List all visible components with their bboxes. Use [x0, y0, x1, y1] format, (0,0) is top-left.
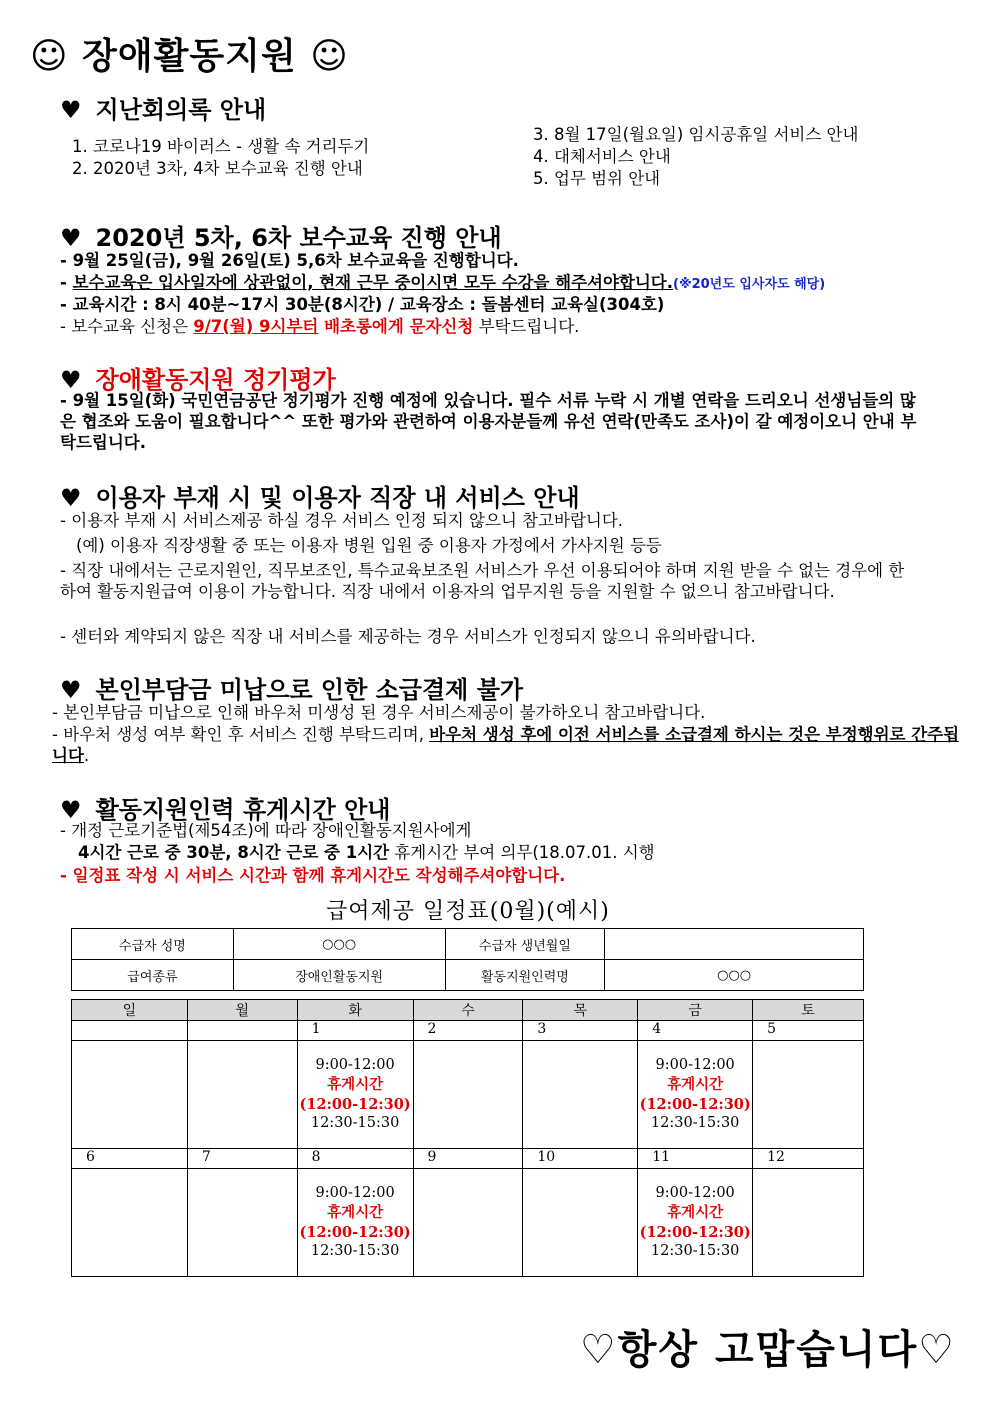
education-line-1: - 9월 25일(금), 9월 26일(토) 5,6차 보수교육을 진행합니다.: [60, 251, 519, 270]
heading-text: 장애활동지원 정기평가: [95, 366, 336, 394]
date-cell: 3: [523, 1021, 638, 1041]
benefit-type-value: 장애인활동지원: [233, 960, 445, 991]
heart-icon: ♥: [60, 676, 82, 704]
heading-text: 이용자 부재 시 및 이용자 직장 내 서비스 안내: [95, 484, 580, 512]
application-date: 9/7(월) 9시부터: [193, 317, 319, 336]
birth-value: [605, 929, 864, 960]
rest-line-1: - 개정 근로기준법(제54조)에 따라 장애인활동지원사에게: [60, 821, 472, 840]
weekday-header-tue: 화: [297, 1000, 413, 1021]
benefit-type-label: 급여종류: [72, 960, 234, 991]
heading-text: 본인부담금 미납으로 인한 소급결제 불가: [95, 676, 524, 704]
recipient-name-label: 수급자 성명: [72, 929, 234, 960]
minutes-left-list: [72, 136, 369, 180]
section-heading-minutes: [60, 90, 266, 125]
heart-icon: ♥: [60, 484, 82, 512]
section-heading-education: [60, 218, 502, 253]
work-time-2: 12:30-15:30: [310, 1243, 400, 1259]
evaluation-text: - 9월 15일(화) 국민연금공단 정기평가 진행 예정에 있습니다. 필수 서류 누락 시 개별 연락을 드리오니 선생님들의 많은 협조와 도움이 필요합니다^^ 또한 평가와 관련하여 이용자분들께 유선 연락(만족도 조사)이 갈 예정이오니 안내 부탁드립니다.: [60, 391, 917, 452]
day-cell: [753, 1169, 864, 1277]
break-label: 휴게시간: [327, 1204, 384, 1221]
day-cell: [413, 1041, 523, 1149]
work-time-1: 9:00-12:00: [315, 1184, 395, 1201]
copay-line-2: - 바우처 생성 여부 확인 후 서비스 진행 부탁드리며, 바우처 생성 후에 이전 서비스를 소급결제 하시는 것은 부정행위로 간주됩니다.: [52, 725, 960, 765]
break-label: 휴게시간: [327, 1076, 384, 1093]
date-cell: 12: [753, 1149, 864, 1169]
day-cell: [523, 1041, 638, 1149]
day-cell: [187, 1041, 297, 1149]
work-time-2: 12:30-15:30: [650, 1115, 740, 1131]
copay-line-1: - 본인부담금 미납으로 인해 바우처 미생성 된 경우 서비스제공이 불가하오니 참고바랍니다.: [52, 703, 706, 722]
break-label: 휴게시간: [667, 1076, 724, 1093]
date-cell: 1: [297, 1021, 413, 1041]
heart-icon: ♥: [60, 796, 82, 824]
day-cell: [72, 1169, 188, 1277]
education-line-2: - 보수교육은 입사일자에 상관없이, 현재 근무 중이시면 모두 수강을 해주셔야합니다.(※20년도 입사자도 해당): [60, 273, 826, 292]
day-cell: [753, 1041, 864, 1149]
education-line-4: - 보수교육 신청은 9/7(월) 9시부터 배초롱에게 문자신청 부탁드립니다.: [60, 317, 580, 336]
list-item: 4. 대체서비스 안내: [533, 147, 671, 166]
worker-value: ○○○: [605, 960, 864, 991]
rest-line-3: - 일정표 작성 시 서비스 시간과 함께 휴게시간도 작성해주셔야합니다.: [60, 866, 566, 885]
schedule-title: 급여제공 일정표(0월)(예시): [326, 899, 610, 924]
closing-message: ♡항상 고맙습니다♡: [579, 1327, 956, 1373]
list-item: 1. 코로나19 바이러스 - 생활 속 거리두기: [72, 137, 370, 156]
weekday-header-fri: 금: [638, 1000, 753, 1021]
rest-line-2: 4시간 근로 중 30분, 8시간 근로 중 1시간 휴게시간 부여 의무(18.07.01. 시행: [78, 843, 655, 862]
break-time: (12:00-12:30): [639, 1095, 751, 1113]
day-cell-scheduled: [638, 1041, 753, 1149]
weekday-header-mon: 월: [187, 1000, 297, 1021]
date-cell: 4: [638, 1021, 753, 1041]
day-cell-scheduled: [297, 1041, 413, 1149]
work-time-1: 9:00-12:00: [655, 1184, 735, 1201]
date-cell: 2: [413, 1021, 523, 1041]
heading-text: 활동지원인력 휴게시간 안내: [95, 796, 391, 824]
weekday-header-wed: 수: [413, 1000, 523, 1021]
section-heading-absence: [60, 478, 580, 513]
day-cell-scheduled: [638, 1169, 753, 1277]
date-cell: 9: [413, 1149, 523, 1169]
recipient-name-value: ○○○: [233, 929, 445, 960]
date-cell: 7: [187, 1149, 297, 1169]
date-cell: 6: [72, 1149, 188, 1169]
education-line-3: - 교육시간 : 8시 40분~17시 30분(8시간) / 교육장소 : 돌봄센터 교육실(304호): [60, 295, 665, 314]
date-cell: [187, 1021, 297, 1041]
recipient-info-table: [71, 928, 864, 991]
absence-example: (예) 이용자 직장생활 중 또는 이용자 병원 입원 중 이용자 가정에서 가사지원 등등: [76, 536, 662, 555]
work-time-2: 12:30-15:30: [650, 1243, 740, 1259]
date-cell: 8: [297, 1149, 413, 1169]
page-title: ☺ 장애활동지원 ☺: [30, 36, 349, 77]
work-time-1: 9:00-12:00: [655, 1056, 735, 1073]
break-time: (12:00-12:30): [299, 1223, 411, 1241]
day-cell: [413, 1169, 523, 1277]
weekday-header-sat: 토: [753, 1000, 864, 1021]
heading-text: 지난회의록 안내: [95, 96, 267, 124]
weekday-header-thu: 목: [523, 1000, 638, 1021]
date-cell: [72, 1021, 188, 1041]
break-label: 휴게시간: [667, 1204, 724, 1221]
date-cell: 11: [638, 1149, 753, 1169]
copay-warning: 바우처 생성 후에 이전 서비스를 소급결제 하시는 것은 부정행위로 간주됩니다: [52, 725, 960, 765]
heart-icon: ♥: [60, 96, 82, 124]
absence-line-4: - 센터와 계약되지 않은 직장 내 서비스를 제공하는 경우 서비스가 인정되지 않으니 유의바랍니다.: [60, 627, 756, 646]
heading-text: 2020년 5차, 6차 보수교육 진행 안내: [95, 224, 502, 252]
minutes-right-list: [533, 124, 858, 190]
heart-icon: ♥: [60, 224, 82, 252]
date-cell: 10: [523, 1149, 638, 1169]
work-time-1: 9:00-12:00: [315, 1056, 395, 1073]
rest-rule: 4시간 근로 중 30분, 8시간 근로 중 1시간: [78, 843, 390, 862]
heart-icon: ♥: [60, 366, 82, 394]
list-item: 5. 업무 범위 안내: [533, 169, 661, 188]
work-time-2: 12:30-15:30: [310, 1115, 400, 1131]
break-time: (12:00-12:30): [639, 1223, 751, 1241]
weekday-header-sun: 일: [72, 1000, 188, 1021]
application-method: 배초롱에게 문자신청: [318, 317, 474, 336]
schedule-calendar: [71, 999, 864, 1277]
date-cell: 5: [753, 1021, 864, 1041]
list-item: 3. 8월 17일(월요일) 임시공휴일 서비스 안내: [533, 125, 859, 144]
day-cell: [187, 1169, 297, 1277]
birth-label: 수급자 생년월일: [445, 929, 605, 960]
day-cell: [523, 1169, 638, 1277]
absence-line-1: - 이용자 부재 시 서비스제공 하실 경우 서비스 인정 되지 않으니 참고바랍니다.: [60, 511, 624, 530]
section-heading-copay: [60, 670, 523, 705]
list-item: 2. 2020년 3차, 4차 보수교육 진행 안내: [72, 159, 363, 178]
worker-label: 활동지원인력명: [445, 960, 605, 991]
day-cell: [72, 1041, 188, 1149]
break-time: (12:00-12:30): [299, 1095, 411, 1113]
education-note: (※20년도 입사자도 해당): [673, 277, 826, 292]
absence-line-3: - 직장 내에서는 근로지원인, 직무보조인, 특수교육보조원 서비스가 우선 이용되어야 하며 지원 받을 수 없는 경우에 한하여 활동지원급여 이용이 가능합니다. 직장 내에서 이용자의 업무지원 등을 지원할 수 없으니 참고바랍니다.: [60, 561, 905, 601]
day-cell-scheduled: [297, 1169, 413, 1277]
education-required-notice: 보수교육은 입사일자에 상관없이, 현재 근무 중이시면 모두 수강을 해주셔야합니다.: [72, 273, 674, 292]
